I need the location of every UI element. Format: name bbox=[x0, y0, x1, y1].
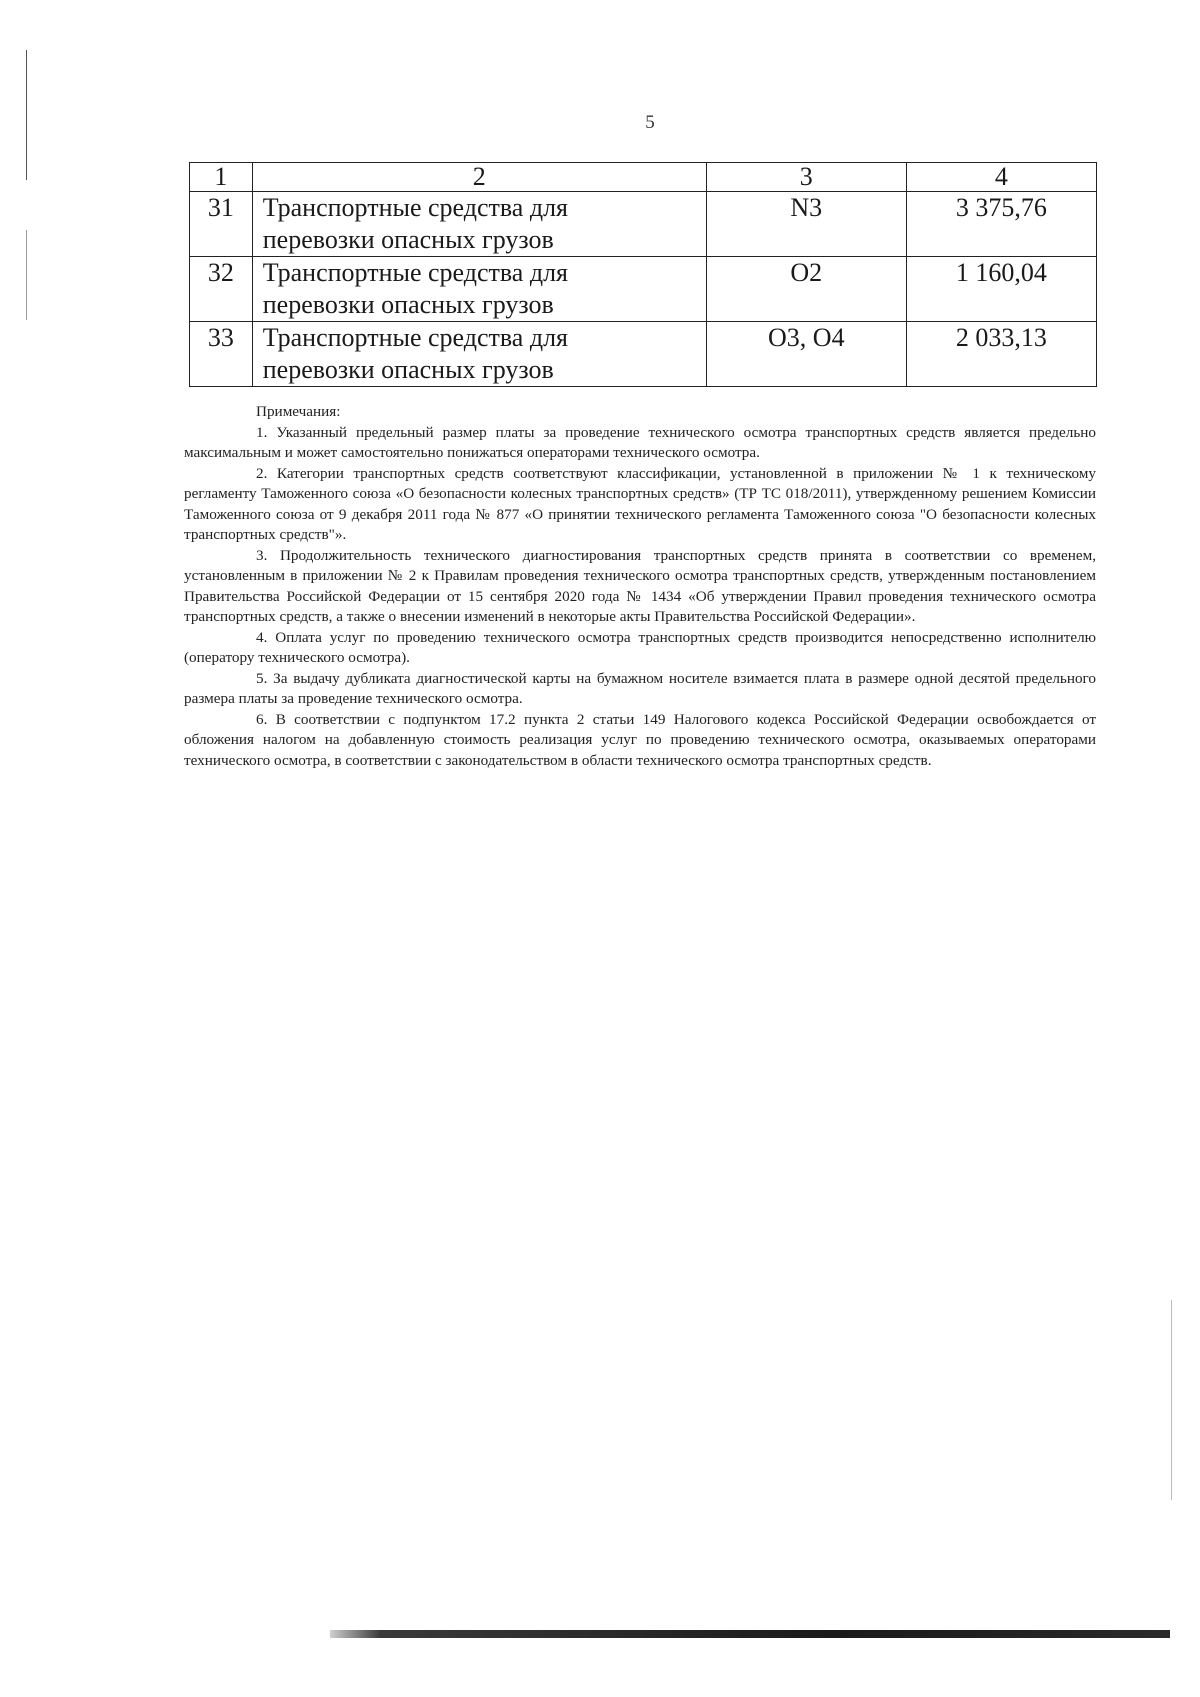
scan-mark bbox=[1171, 1300, 1172, 1500]
note-item: 2. Категории транспортных средств соответствуют классификации, установленной в приложении № 1 к техническому регламенту Таможенного союза «О безопасности колесных транспортных средств» (ТР ТС 018/2011), утвержденному решением Комиссии Таможенного союза от 9 декабря 2011 года № 877 «О принятии технического регламента Таможенного союза "О безопасности колесных транспортных средств"». bbox=[184, 464, 1096, 543]
table-row bbox=[190, 192, 1097, 257]
table-header-row bbox=[190, 163, 1097, 192]
notes-heading: Примечания: bbox=[256, 403, 341, 420]
fee-amount: 2 033,13 bbox=[906, 322, 1096, 387]
vehicle-type bbox=[252, 192, 706, 257]
header-col-1: 1 bbox=[190, 163, 253, 192]
vehicle-category: N3 bbox=[706, 192, 906, 257]
page-number: 5 bbox=[645, 112, 655, 133]
table-row bbox=[190, 257, 1097, 322]
header-col-2: 2 bbox=[252, 163, 706, 192]
note-item: 3. Продолжительность технического диагностирования транспортных средств принята в соответствии со временем, установленным в приложении № 2 к Правилам проведения технического осмотра транспортных средств, утвержденным постановлением Правительства Российской Федерации от 15 сентября 2020 года № 1434 «Об утверждении Правил проведения технического осмотра транспортных средств, а также о внесении изменений в некоторые акты Правительства Российской Федерации». bbox=[184, 546, 1096, 625]
vehicle-category: O2 bbox=[706, 257, 906, 322]
vehicle-type-line: Транспортные средства для bbox=[262, 258, 568, 287]
note-item: 1. Указанный предельный размер платы за проведение технического осмотра транспортных средств является предельно максимальным и может самостоятельно понижаться операторами технического осмотра. bbox=[184, 423, 1096, 461]
notes-section bbox=[184, 402, 1096, 771]
note-item: 4. Оплата услуг по проведению технического осмотра транспортных средств производится непосредственно исполнителю (оператору технического осмотра). bbox=[184, 628, 1096, 666]
header-col-4: 4 bbox=[906, 163, 1096, 192]
row-number: 31 bbox=[190, 192, 253, 257]
vehicle-category: O3, O4 bbox=[706, 322, 906, 387]
fee-amount: 1 160,04 bbox=[906, 257, 1096, 322]
vehicle-type bbox=[252, 257, 706, 322]
table-row bbox=[190, 322, 1097, 387]
vehicle-type-line: Транспортные средства для bbox=[262, 323, 568, 352]
vehicle-type-line: Транспортные средства для bbox=[262, 193, 568, 222]
bottom-rule bbox=[330, 1630, 1170, 1638]
header-col-3: 3 bbox=[706, 163, 906, 192]
vehicle-type bbox=[252, 322, 706, 387]
vehicle-type-line: перевозки опасных грузов bbox=[262, 355, 554, 384]
note-item: 5. За выдачу дубликата диагностической карты на бумажном носителе взимается плата в размере одной десятой предельного размера платы за проведение технического осмотра. bbox=[184, 669, 1096, 707]
fee-table bbox=[189, 162, 1097, 387]
fee-amount: 3 375,76 bbox=[906, 192, 1096, 257]
vehicle-type-line: перевозки опасных грузов bbox=[262, 290, 554, 319]
scan-mark bbox=[26, 230, 27, 320]
row-number: 33 bbox=[190, 322, 253, 387]
vehicle-type-line: перевозки опасных грузов bbox=[262, 225, 554, 254]
note-item: 6. В соответствии с подпунктом 17.2 пункта 2 статьи 149 Налогового кодекса Российской Федерации освобождается от обложения налогом на добавленную стоимость реализация услуг по проведению технического осмотра, оказываемых операторами технического осмотра, в соответствии с законодательством в области технического осмотра транспортных средств. bbox=[184, 710, 1096, 769]
row-number: 32 bbox=[190, 257, 253, 322]
